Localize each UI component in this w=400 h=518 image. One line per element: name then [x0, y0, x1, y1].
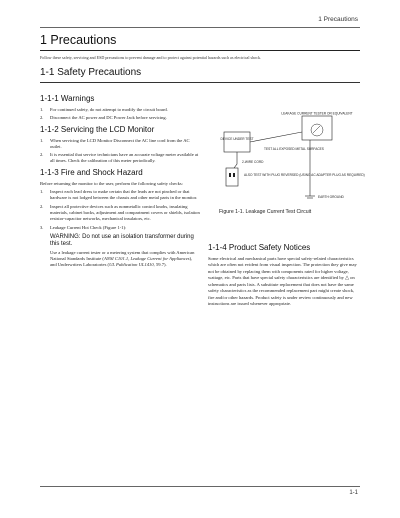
- outlet-slot: [233, 173, 235, 177]
- right-column: [208, 243, 360, 309]
- meter-needle: [313, 126, 320, 133]
- tester-label: LEAKAGE CURRENT TESTER OR EQUIVALENT: [281, 111, 353, 116]
- running-header: 1 Precautions: [318, 16, 358, 23]
- cord-line: [234, 152, 237, 168]
- list-item: 1. Inspect each lead dress to make certain that the leads are not pinched or that hardware is not lodged between the chassis and other metal parts in the monitor.: [40, 189, 198, 201]
- product-safety-heading: 1-1-4 Product Safety Notices: [208, 243, 311, 252]
- section-title: 1-1 Safety Precautions: [40, 67, 142, 78]
- test-lead: [250, 132, 302, 142]
- chapter-intro: Follow these safety, servicing and ESD precautions to prevent damage and to protect against potential hazards such as electrical shock.: [40, 55, 262, 60]
- servicing-heading: 1-1-2 Servicing the LCD Monitor: [40, 124, 155, 134]
- warnings-list: [40, 107, 200, 122]
- section-rule: [40, 82, 360, 83]
- tester-box: [302, 116, 332, 140]
- figure-caption: Figure 1-1. Leakage Current Test Circuit: [219, 209, 312, 215]
- list-item: 2. It is essential that service technicians have an accurate voltage meter available at all times. Check the calibration of this meter periodically.: [40, 152, 199, 164]
- list-item: 1. When servicing the LCD Monitor Disconnect the AC line cord from the AC outlet.: [40, 137, 190, 149]
- leakage-tester-text: Use a leakage current tester or a metering system that complies with American National Standards Institute (ANSI C101.1, Leakage Current for Appliances), and Underwriters Laboratories (UL Publication UL1410, 59.7).: [50, 249, 195, 268]
- header-rule: [40, 27, 360, 28]
- footer-rule: [40, 486, 360, 487]
- list-item: 1. For continued safety, do not attempt to modify the circuit board.: [40, 107, 168, 112]
- left-column: [40, 94, 200, 269]
- isolation-warning: WARNING: Do not use an isolation transformer during this test.: [50, 233, 194, 247]
- list-item: 2. Disconnect the AC power and DC Power Jack before servicing.: [40, 115, 167, 121]
- page-number: 1-1: [349, 490, 358, 496]
- fire-list: [40, 189, 200, 231]
- device-box: [224, 132, 250, 152]
- meter-dial: [311, 124, 323, 136]
- outlet-box: [226, 168, 238, 186]
- list-item: 3. Leakage Current Hot Check (Figure 1-1):: [40, 224, 127, 230]
- chapter-title: 1 Precautions: [40, 33, 117, 47]
- test-all-label: TEST ALL EXPOSED METAL SURFACES: [264, 147, 324, 151]
- device-label: DEVICE UNDER TEST: [220, 137, 254, 141]
- servicing-list: [40, 138, 200, 165]
- warnings-heading: 1-1-1 Warnings: [40, 94, 95, 103]
- outlet-slot: [229, 173, 231, 177]
- fire-heading: 1-1-3 Fire and Shock Hazard: [40, 167, 143, 177]
- warning-triangle-icon: △: [345, 275, 349, 281]
- fire-intro: Before returning the monitor to the user, perform the following safety checks:: [40, 180, 183, 186]
- ground-label: EARTH GROUND: [318, 195, 344, 199]
- list-item: 2. Inspect all protective devices such as nonmetallic control knobs, insulating materials, cabinet backs, adjustment and compartment covers or shields, isolation resistor-capacitor networks, mechanical insulators, etc.: [40, 203, 200, 222]
- product-safety-text: Some electrical and mechanical parts have special safety-related characteristics which are often not evident from visual inspection. The protection they give may not be obtained by replacing them with components rated for higher voltage, wattage, etc. Parts that have special safety characteristics are identified by △ on schematics and parts lists. A substitute replacement that does not have the same safety characteristics as the recommended replacement part might create shock, fire and/or other hazards. Product safety is under review continuously and new instructions are issued whenever appropriate.: [208, 256, 357, 307]
- leakage-test-circuit-diagram: [220, 111, 365, 204]
- plug-label: ALSO TEST WITH PLUG REVERSED (USING AC ADAPTER PLUG AS REQUIRED): [244, 173, 365, 177]
- chapter-rule: [40, 50, 360, 51]
- wire-label: 2-WIRE CORD: [242, 160, 264, 164]
